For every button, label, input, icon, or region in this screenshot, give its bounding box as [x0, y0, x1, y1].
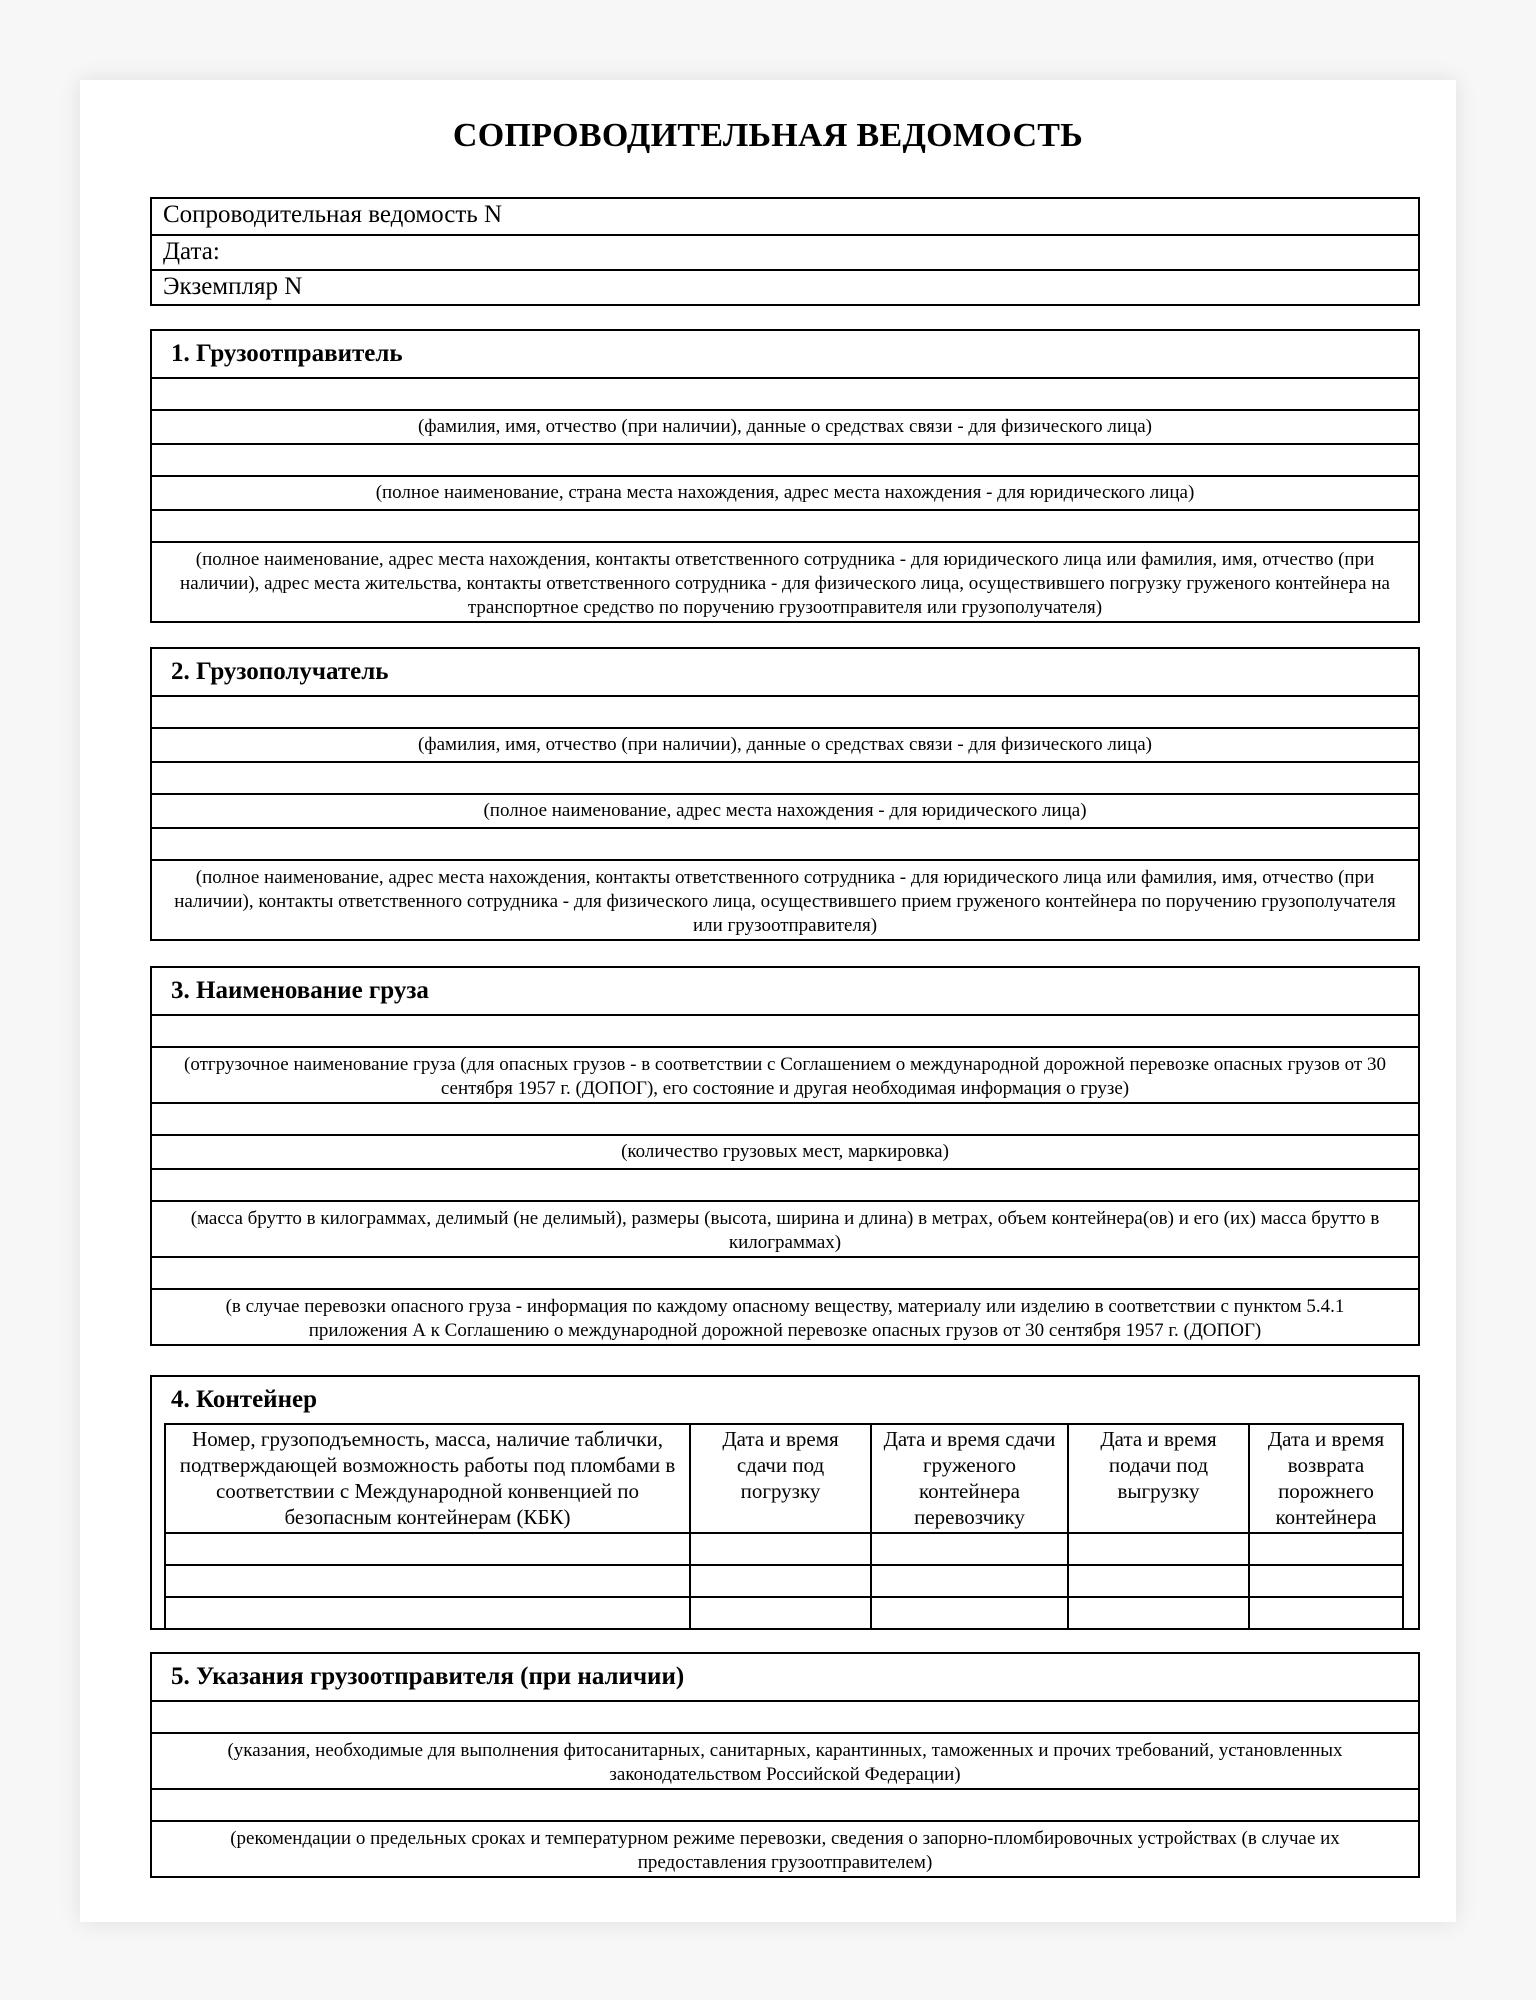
- cargo-count-caption: (количество грузовых мест, маркировка): [152, 1134, 1418, 1168]
- instructions-recommendations-field[interactable]: [152, 1788, 1418, 1820]
- shipper-loader-caption: (полное наименование, адрес места нахождения, контакты ответственного сотрудника - для юридического лица или фамилия, имя, отчество (при наличии), адрес места жительства, контакты ответственного сотрудника - для физического лица, осуществившего погрузку груженого контейнера на транспортное средство по поручению грузоотправителя или грузополучателя): [152, 541, 1418, 621]
- table-cell[interactable]: [690, 1597, 871, 1628]
- table-cell[interactable]: [1068, 1597, 1249, 1628]
- header-number-label: Сопроводительная ведомость N: [163, 201, 503, 228]
- shipper-legal-caption: (полное наименование, страна места нахождения, адрес места нахождения - для юридического лица): [152, 475, 1418, 509]
- consignee-receiver-caption: (полное наименование, адрес места нахождения, контакты ответственного сотрудника - для юридического лица или фамилия, имя, отчество (при наличии), контакты ответственного сотрудника - для физического лица, осуществившего прием груженого контейнера по поручению грузополучателя или грузоотправителя): [152, 859, 1418, 939]
- shipper-loader-field[interactable]: [152, 509, 1418, 541]
- table-cell[interactable]: [690, 1533, 871, 1565]
- instructions-requirements-caption: (указания, необходимые для выполнения фитосанитарных, санитарных, карантинных, таможенных и прочих требований, установленных законодательством Российской Федерации): [152, 1732, 1418, 1788]
- section-shipper-heading: 1. Грузоотправитель: [171, 340, 403, 367]
- header-date-row[interactable]: [152, 234, 1418, 269]
- consignee-legal-field[interactable]: [152, 761, 1418, 793]
- table-row: [166, 1533, 1402, 1565]
- section-shipper-instructions: [150, 1652, 1420, 1878]
- section-container: [150, 1375, 1420, 1630]
- consignee-receiver-field[interactable]: [152, 827, 1418, 859]
- cargo-mass-field[interactable]: [152, 1168, 1418, 1200]
- header-date-label: Дата:: [163, 238, 220, 265]
- table-cell[interactable]: [1249, 1565, 1402, 1597]
- consignee-individual-caption: (фамилия, имя, отчество (при наличии), данные о средствах связи - для физического лица): [152, 727, 1418, 761]
- table-cell[interactable]: [1249, 1597, 1402, 1628]
- shipper-individual-caption: (фамилия, имя, отчество (при наличии), данные о средствах связи - для физического лица): [152, 409, 1418, 443]
- section-instructions-heading: 5. Указания грузоотправителя (при наличии): [171, 1663, 685, 1690]
- column-header: Дата и время сдачи груженого контейнера перевозчику: [871, 1424, 1068, 1533]
- cargo-danger-field[interactable]: [152, 1256, 1418, 1288]
- document-title: СОПРОВОДИТЕЛЬНАЯ ВЕДОМОСТЬ: [452, 117, 1084, 154]
- table-cell[interactable]: [690, 1565, 871, 1597]
- shipper-individual-field[interactable]: [152, 377, 1418, 409]
- section-cargo: [150, 966, 1420, 1346]
- header-number-row[interactable]: [152, 199, 1418, 234]
- table-cell[interactable]: [1249, 1533, 1402, 1565]
- instructions-requirements-field[interactable]: [152, 1700, 1418, 1732]
- header-box: [150, 197, 1420, 306]
- section-consignee: [150, 647, 1420, 941]
- section-consignee-heading: 2. Грузополучатель: [171, 658, 389, 685]
- table-row: [166, 1565, 1402, 1597]
- column-header: Дата и время возврата порожнего контейнера: [1249, 1424, 1402, 1533]
- cargo-danger-caption: (в случае перевозки опасного груза - информация по каждому опасному веществу, материалу или изделию в соответствии с пунктом 5.4.1 приложения А к Соглашению о международной дорожной перевозке опасных грузов от 30 сентября 1957 г. (ДОПОГ): [152, 1288, 1418, 1344]
- consignee-individual-field[interactable]: [152, 695, 1418, 727]
- table-cell[interactable]: [871, 1597, 1068, 1628]
- container-table-wrapper: [164, 1423, 1404, 1628]
- shipper-legal-field[interactable]: [152, 443, 1418, 475]
- section-cargo-heading: 3. Наименование груза: [171, 977, 429, 1004]
- document-sheet: [80, 80, 1456, 1922]
- consignee-legal-caption: (полное наименование, адрес места нахождения - для юридического лица): [152, 793, 1418, 827]
- table-cell[interactable]: [871, 1565, 1068, 1597]
- column-header: Дата и время сдачи под погрузку: [690, 1424, 871, 1533]
- column-header: Номер, грузоподъемность, масса, наличие таблички, подтверждающей возможность работы под пломбами в соответствии с Международной конвенцией по безопасным контейнерам (КБК): [166, 1424, 690, 1533]
- table-row: [166, 1597, 1402, 1628]
- cargo-name-field[interactable]: [152, 1014, 1418, 1046]
- cargo-count-field[interactable]: [152, 1102, 1418, 1134]
- table-cell[interactable]: [166, 1597, 690, 1628]
- section-container-heading: 4. Контейнер: [171, 1386, 317, 1413]
- header-copy-label: Экземпляр N: [163, 273, 303, 300]
- table-cell[interactable]: [1068, 1533, 1249, 1565]
- table-cell[interactable]: [871, 1533, 1068, 1565]
- section-shipper: [150, 329, 1420, 623]
- cargo-name-caption: (отгрузочное наименование груза (для опасных грузов - в соответствии с Соглашением о международной дорожной перевозке опасных грузов от 30 сентября 1957 г. (ДОПОГ), его состояние и другая необходимая информация о грузе): [152, 1046, 1418, 1102]
- header-copy-row[interactable]: [152, 269, 1418, 304]
- container-table-header: [166, 1424, 1402, 1533]
- cargo-mass-caption: (масса брутто в килограммах, делимый (не делимый), размеры (высота, ширина и длина) в метрах, объем контейнера(ов) и его (их) масса брутто в килограммах): [152, 1200, 1418, 1256]
- column-header: Дата и время подачи под выгрузку: [1068, 1424, 1249, 1533]
- instructions-recommendations-caption: (рекомендации о предельных сроках и температурном режиме перевозки, сведения о запорно-пломбировочных устройствах (в случае их предоставления грузоотправителем): [152, 1820, 1418, 1876]
- table-cell[interactable]: [166, 1533, 690, 1565]
- table-cell[interactable]: [166, 1565, 690, 1597]
- container-table: [166, 1423, 1402, 1628]
- table-cell[interactable]: [1068, 1565, 1249, 1597]
